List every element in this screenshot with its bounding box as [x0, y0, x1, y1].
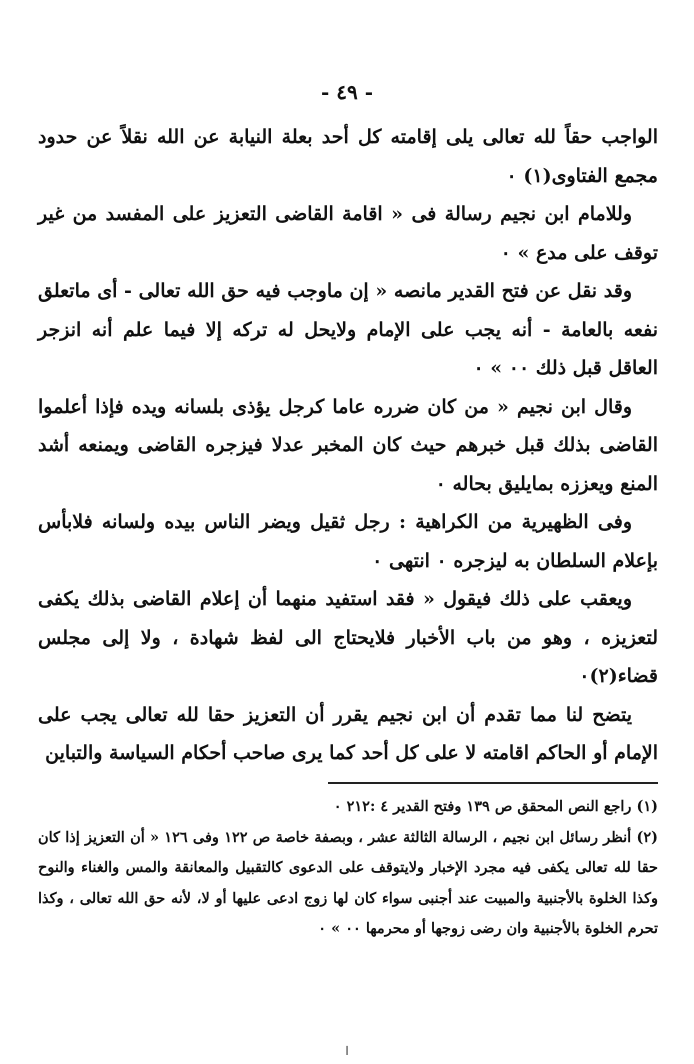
main-text — [38, 118, 658, 773]
footnote-divider — [328, 782, 658, 784]
paragraph: الواجب حقاً لله تعالى يلى إقامته كل أحد بعلة النيابة عن الله نقلاً عن حدود مجمع الفتاوى(١) ٠ — [38, 126, 658, 187]
paragraph: وقد نقل عن فتح القدير مانصه « إن ماوجب فيه حق الله تعالى - أى ماتعلق نفعه بالعامة - أنه يجب على الإمام ولايحل له تركه إلا فيما علم أنه انزجر العاقل قبل ذلك ٠٠ » ٠ — [38, 280, 658, 379]
paragraph: ويعقب على ذلك فيقول « فقد استفيد منهما أن إعلام القاضى بذلك يكفى لتعزيزه ، وهو من باب الأخبار فلايحتاج الى لفظ شهادة ، ولا إلى مجلس قضاء(٢)٠ — [38, 588, 658, 687]
paragraph: وللامام ابن نجيم رسالة فى « اقامة القاضى التعزيز على المفسد من غير توقف على مدع » ٠ — [38, 203, 658, 264]
page-number: - ٤٩ - — [320, 80, 373, 104]
bottom-mark: ا — [345, 1044, 349, 1058]
paragraph: وفى الظهيرية من الكراهية : رجل ثقيل ويضر الناس بيده ولسانه فلابأس بإعلام السلطان به ليزجره ٠ انتهى ٠ — [38, 511, 658, 572]
footnote: (١) راجع النص المحقق ص ١٣٩ وفتح القدير ٤ :٢١٢ ٠ — [333, 798, 658, 815]
footnotes — [38, 792, 658, 945]
paragraph: وقال ابن نجيم « من كان ضرره عاما كرجل يؤذى بلسانه ويده فإذا أعلموا القاضى بذلك قبل خبرهم حيث كان المخبر عدلا فيزجره القاضى ويمنعه أشد المنع ويعززه بمايليق بحاله ٠ — [38, 395, 658, 495]
paragraph: يتضح لنا مما تقدم أن ابن نجيم يقرر أن التعزيز حقا لله تعالى يجب على الإمام أو الحاكم اقامته لا على كل أحد كما يرى صاحب أحكام السياسة والتباين — [38, 703, 658, 764]
footnote: (٢) أنظر رسائل ابن نجيم ، الرسالة الثالثة عشر ، وبصفة خاصة ص ١٢٢ وفى ١٢٦ « أن التعزيز إذا كان حقا لله تعالى يكفى فيه مجرد الإخبار ولايتوقف على الدعوى كالتقبيل والمعانقة والمس والغناء والنوح وكذا الخلوة بالأجنبية والمبيت عند أجنبى سواء كان لها زوج ادعى عليها أو لا، لأنه حق الله تعالى ، وكذا تحرم الخلوة بالأجنبية وان رضى زوجها أو محرمها ٠٠ » ٠ — [38, 828, 658, 937]
